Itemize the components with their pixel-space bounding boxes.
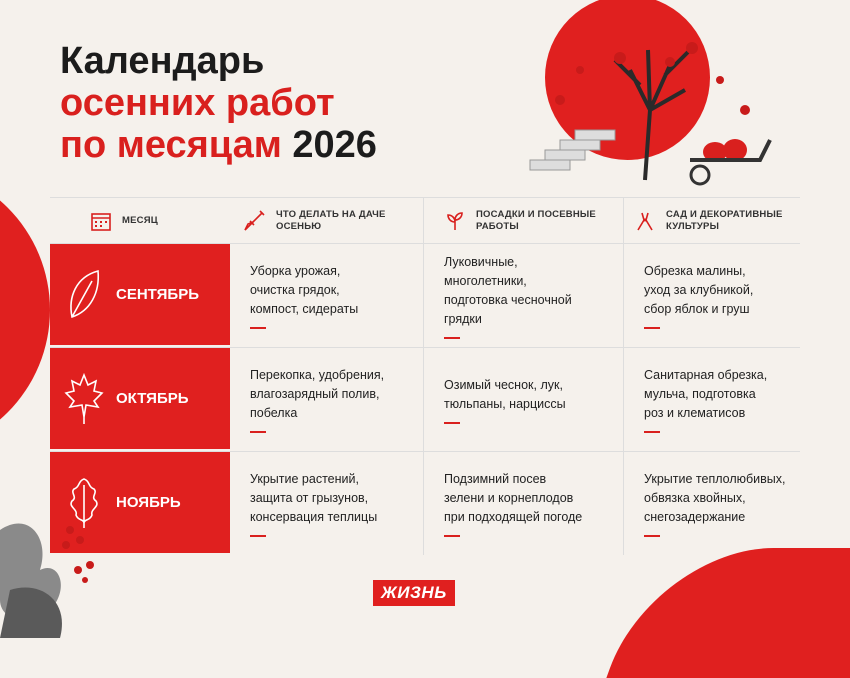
garden-cell: Обрезка малины, уход за клубникой, сбор яблок и груш xyxy=(623,244,800,347)
planting-cell: Подзимний посев зелени и корнеплодов при подходящей погоде xyxy=(423,452,623,555)
work-cell: Уборка урожая, очистка грядок, компост, сидераты xyxy=(230,244,423,347)
calendar-icon xyxy=(90,210,112,232)
header-work: ЧТО ДЕЛАТЬ НА ДАЧЕ ОСЕНЬЮ xyxy=(230,198,423,243)
maple-leaf-icon xyxy=(64,371,104,426)
work-cell: Перекопка, удобрения, влагозарядный полив, побелка xyxy=(230,348,423,451)
decor-blob-bottom-right xyxy=(606,548,850,678)
garden-cell: Укрытие теплолюбивых, обвязка хвойных, снегозадержание xyxy=(623,452,800,555)
table-row xyxy=(50,452,800,555)
page-title: Календарь осенних работ по месяцам 2026 xyxy=(60,40,377,166)
work-cell: Укрытие растений, защита от грызунов, консервация теплицы xyxy=(230,452,423,555)
planting-cell: Озимый чеснок, лук, тюльпаны, нарциссы xyxy=(423,348,623,451)
table-row xyxy=(50,244,800,348)
brand-logo[interactable]: ЖИЗНЬ xyxy=(373,580,455,606)
decor-leaves-berries xyxy=(0,470,130,638)
table-header xyxy=(50,197,800,244)
pruner-icon xyxy=(634,210,656,232)
shovel-icon xyxy=(242,209,266,233)
garden-cell: Санитарная обрезка, мульча, подготовка роз и клематисов xyxy=(623,348,800,451)
decor-blob-left xyxy=(0,165,50,455)
leaf-icon xyxy=(64,267,104,322)
month-cell: СЕНТЯБРЬ xyxy=(50,244,230,345)
header-month: МЕСЯЦ xyxy=(50,198,230,243)
month-cell: ОКТЯБРЬ xyxy=(50,348,230,449)
month-cell: НОЯБРЬ xyxy=(50,452,230,553)
calendar-table xyxy=(50,197,800,555)
sprout-icon xyxy=(444,210,466,232)
header-garden: САД И ДЕКОРАТИВНЫЕ КУЛЬТУРЫ xyxy=(623,198,800,243)
header-planting: ПОСАДКИ И ПОСЕВНЫЕ РАБОТЫ xyxy=(423,198,623,243)
tree-illustration xyxy=(520,10,780,190)
table-row xyxy=(50,348,800,452)
planting-cell: Луковичные, многолетники, подготовка чесночной грядки xyxy=(423,244,623,347)
